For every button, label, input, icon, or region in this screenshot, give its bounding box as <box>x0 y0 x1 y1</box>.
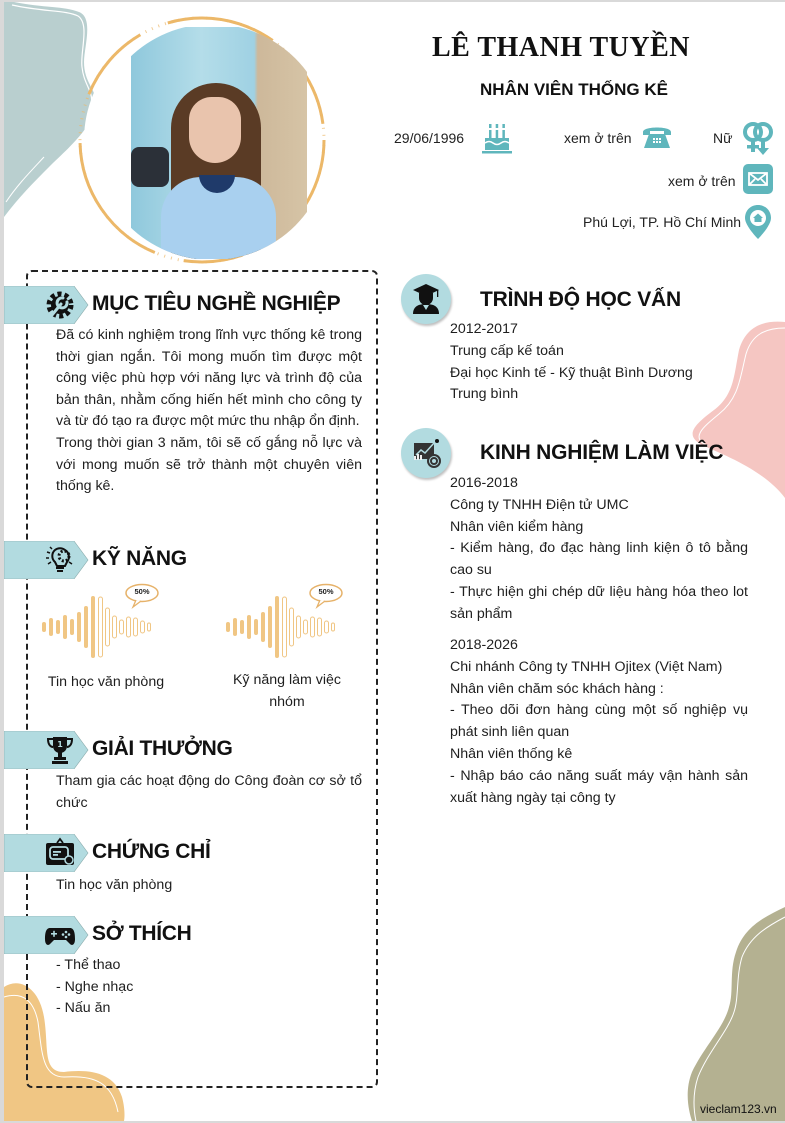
objective-paragraph: Trong thời gian 3 năm, tôi sẽ cố gắng nỗ lực và với mong muốn sẽ trở thành một chuyên viên thống kê. <box>56 434 362 495</box>
job-period: 2018-2026 <box>450 637 518 653</box>
chart-target-icon <box>401 428 451 478</box>
section-title: MỤC TIÊU NGHỀ NGHIỆP <box>92 292 341 315</box>
job-duty: - Theo dõi đơn hàng cùng một số nghiệp vụ phát sinh liên quan <box>450 702 748 741</box>
wrench-gear-icon <box>44 289 76 321</box>
certificates-text: Tin học văn phòng <box>56 877 173 893</box>
education-grade: Trung bình <box>450 386 519 403</box>
job-title: NHÂN VIÊN THỐNG KÊ <box>480 80 668 99</box>
skill-level-value: 50% <box>318 587 334 596</box>
section-title: GIẢI THƯỞNG <box>92 737 233 760</box>
job-period: 2016-2018 <box>450 475 518 491</box>
profile-photo <box>131 27 307 259</box>
skill-name-1: Tin học văn phòng <box>47 674 165 690</box>
cv-page <box>4 2 785 1121</box>
hobbies-list <box>56 955 362 1020</box>
awards-text: Tham gia các hoạt động do Công đoàn cơ sở tổ chức <box>56 773 362 811</box>
education-period: 2012-2017 <box>450 321 518 337</box>
experience-job-1 <box>450 473 748 626</box>
section-header-certificates <box>4 834 364 872</box>
phone-value: xem ở trên <box>564 130 632 146</box>
graduate-icon <box>401 274 451 324</box>
skill-level-bubble-1 <box>124 583 160 605</box>
job-position: Nhân viên chăm sóc khách hàng : <box>450 680 664 697</box>
telephone-icon <box>641 124 673 150</box>
certificate-icon <box>44 837 76 869</box>
objective-paragraph: Đã có kinh nghiệm trong lĩnh vực thống kê trong thời gian ngắn. Tôi mong muốn tìm được một công việc phù hợp với năng lực và trình độ của bản thân, nhằm cống hiến hết mình cho công ty và từ đó tạo ra được một mức thu nhập ổn định. <box>56 327 362 430</box>
gender-value: Nữ <box>713 130 733 146</box>
email-value: xem ở trên <box>668 173 736 189</box>
experience-icon-circle <box>401 428 451 478</box>
job-position: Nhân viên kiểm hàng <box>450 518 584 535</box>
skill-level-value: 50% <box>134 587 150 596</box>
job-position: Nhân viên thống kê <box>450 745 573 762</box>
skill-name-2: Kỹ năng làm việc nhóm <box>232 672 342 710</box>
hobby-item: - Nghe nhạc <box>56 978 134 995</box>
section-header-objective <box>4 286 364 324</box>
gender-icon <box>742 120 774 156</box>
section-title-experience: KINH NGHIỆM LÀM VIỆC <box>480 441 724 464</box>
birthday-value: 29/06/1996 <box>394 130 465 146</box>
education-major: Trung cấp kế toán <box>450 342 564 359</box>
gamepad-icon <box>44 919 76 951</box>
section-title: KỸ NĂNG <box>92 547 187 570</box>
decorative-blob-olive <box>684 907 785 1121</box>
svg-text:1: 1 <box>57 740 63 749</box>
job-company: Công ty TNHH Điện tử UMC <box>450 496 629 513</box>
experience-job-2 <box>450 635 748 809</box>
objective-text <box>56 325 362 498</box>
section-header-skills <box>4 541 364 579</box>
address-value: Phú Lợi, TP. Hồ Chí Minh <box>583 214 742 230</box>
birthday-cake-icon <box>482 122 512 154</box>
section-title: CHỨNG CHỈ <box>92 840 211 863</box>
job-duty: - Thực hiện ghi chép dữ liệu hàng hóa theo lot sản phẩm <box>450 583 748 622</box>
section-header-awards <box>4 731 364 769</box>
section-title: SỞ THÍCH <box>92 922 192 945</box>
education-details <box>450 319 748 406</box>
section-header-hobbies <box>4 916 364 954</box>
hobby-item: - Nấu ăn <box>56 1000 111 1017</box>
watermark: vieclam123.vn <box>700 1102 777 1116</box>
envelope-icon <box>743 164 773 194</box>
graduate-icon-circle <box>401 274 451 324</box>
job-duty: - Nhập báo cáo năng suất máy vận hành sản xuất hàng ngày tại công ty <box>450 767 748 806</box>
job-duty: - Kiểm hàng, đo đạc hàng linh kiện ô tô bằng cao su <box>450 540 748 579</box>
trophy-icon <box>44 734 76 766</box>
job-company: Chi nhánh Công ty TNHH Ojitex (Việt Nam) <box>450 658 723 675</box>
lightbulb-gear-icon <box>44 544 76 576</box>
education-school: Đại học Kinh tế - Kỹ thuật Bình Dương <box>450 364 693 381</box>
candidate-name: LÊ THANH TUYỀN <box>431 32 691 63</box>
skill-level-bubble-2 <box>308 583 344 605</box>
location-pin-icon <box>745 205 771 239</box>
section-title-education: TRÌNH ĐỘ HỌC VẤN <box>480 288 681 311</box>
hobby-item: - Thể thao <box>56 957 121 973</box>
